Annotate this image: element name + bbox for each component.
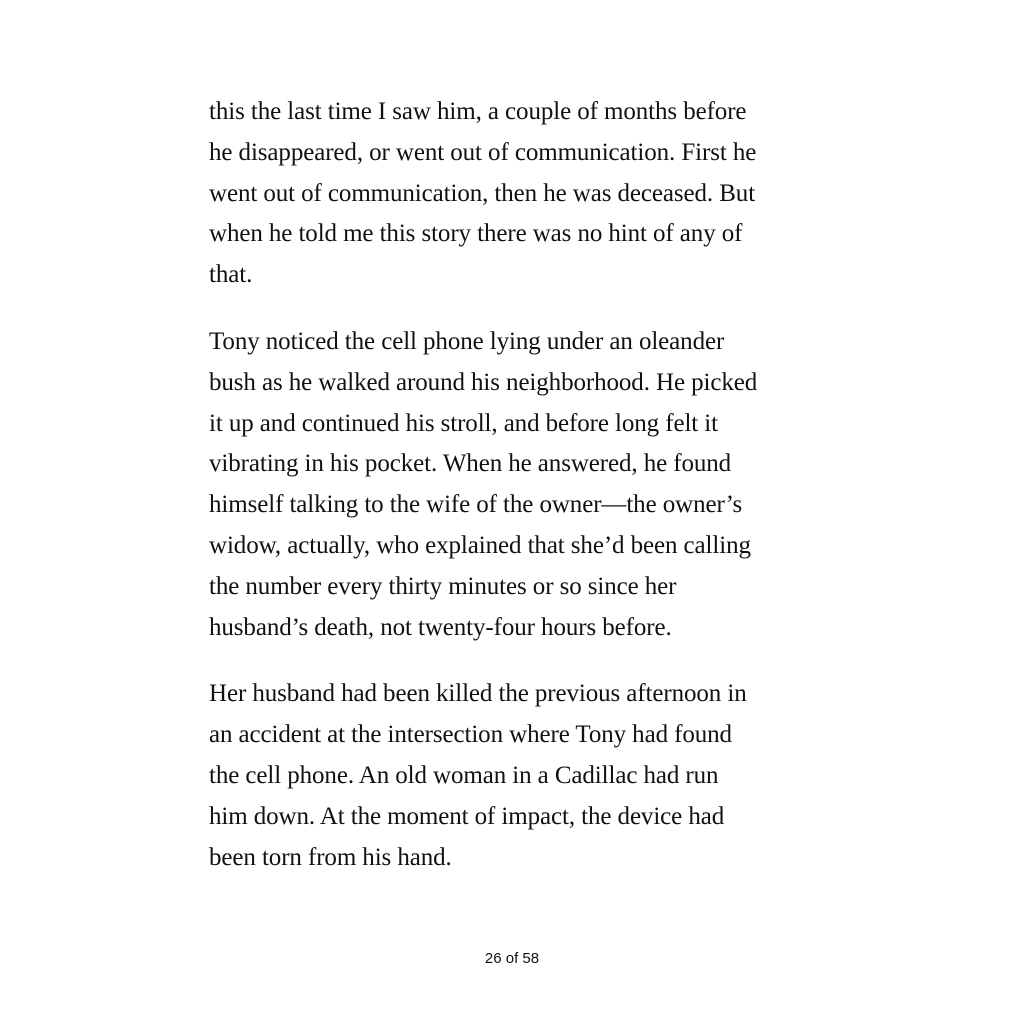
text-line: him down. At the moment of impact, the device had	[209, 802, 725, 830]
paragraph	[209, 92, 819, 296]
page-indicator: 26 of 58	[484, 950, 540, 967]
text-line: when he told me this story there was no hint of any of	[209, 220, 743, 248]
text-line: Tony noticed the cell phone lying under an oleander	[209, 327, 725, 355]
text-line: he disappeared, or went out of communication. First he	[209, 138, 757, 166]
text-line: vibrating in his pocket. When he answered, he found	[209, 450, 732, 478]
text-line: an accident at the intersection where Tony had found	[209, 721, 732, 749]
paragraph	[209, 322, 819, 648]
text-line: went out of communication, then he was deceased. But	[209, 179, 756, 207]
text-line: widow, actually, who explained that she’d been calling	[209, 531, 751, 559]
text-line: that.	[209, 261, 253, 289]
page-body	[209, 92, 819, 904]
text-line: the cell phone. An old woman in a Cadillac had run	[209, 761, 719, 789]
text-line: bush as he walked around his neighborhood. He picked	[209, 368, 758, 396]
text-line: husband’s death, not twenty-four hours before.	[209, 613, 672, 641]
text-line: the number every thirty minutes or so since her	[209, 572, 677, 600]
text-line: himself talking to the wife of the owner—the owner’s	[209, 491, 743, 519]
text-line: Her husband had been killed the previous afternoon in	[209, 680, 747, 708]
text-line: been torn from his hand.	[209, 843, 452, 871]
text-line: it up and continued his stroll, and before long felt it	[209, 409, 718, 437]
text-line: this the last time I saw him, a couple of months before	[209, 98, 747, 125]
paragraph	[209, 674, 819, 878]
